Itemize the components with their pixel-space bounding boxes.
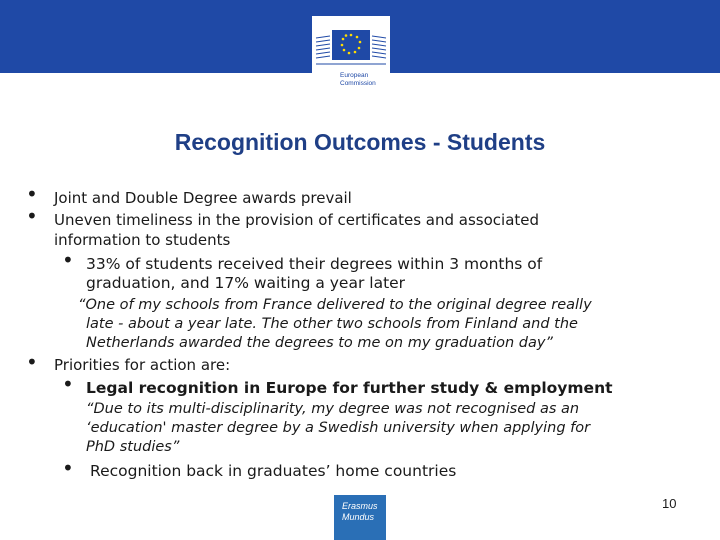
logo-line-commission: Commission xyxy=(340,80,376,87)
erasmus-logo-line-2: Mundus xyxy=(342,512,375,522)
sub-bullet-dot-1: • xyxy=(62,248,74,272)
erasmus-mundus-logo xyxy=(334,495,386,540)
quote-1-line-1: “One of my schools from France delivered to the original degree really xyxy=(78,297,592,313)
sub-bullet-text-1a: 33% of students received their degrees within 3 months of xyxy=(86,255,543,273)
bullet-dot-3: • xyxy=(26,350,38,374)
bullet-text-2b: information to students xyxy=(54,231,231,249)
quote-2-line-3: PhD studies” xyxy=(86,439,180,455)
bullet-dot-2: • xyxy=(26,204,38,228)
commission-building-icon xyxy=(312,16,390,72)
sub-bullet-dot-2: • xyxy=(62,372,74,396)
quote-2-line-2: ‘education' master degree by a Swedish university when applying for xyxy=(86,420,591,436)
logo-text xyxy=(340,72,400,88)
bullet-text-3: Priorities for action are: xyxy=(54,356,231,374)
sub-bullet-text-3: Recognition back in graduates’ home countries xyxy=(90,462,457,480)
logo-line-european: European xyxy=(340,72,369,79)
quote-2-line-1: “Due to its multi-disciplinarity, my degree was not recognised as an xyxy=(86,401,580,417)
european-commission-logo xyxy=(312,16,390,96)
sub-bullet-text-2: Legal recognition in Europe for further study & employment xyxy=(86,379,613,397)
sub-bullet-dot-3: • xyxy=(62,456,74,480)
quote-1-line-3: Netherlands awarded the degrees to me on my graduation day” xyxy=(86,335,553,351)
slide-title: Recognition Outcomes - Students xyxy=(174,129,546,155)
quote-1-line-2: late - about a year late. The other two schools from Finland and the xyxy=(86,316,578,332)
bullet-text-2a: Uneven timeliness in the provision of certificates and associated xyxy=(54,211,540,229)
bullet-dot-1: • xyxy=(26,182,38,206)
sub-bullet-text-1b: graduation, and 17% waiting a year later xyxy=(86,274,406,292)
bullet-text-1: Joint and Double Degree awards prevail xyxy=(54,189,352,207)
page-number: 10 xyxy=(662,496,677,511)
erasmus-logo-line-1: Erasmus xyxy=(342,501,378,511)
